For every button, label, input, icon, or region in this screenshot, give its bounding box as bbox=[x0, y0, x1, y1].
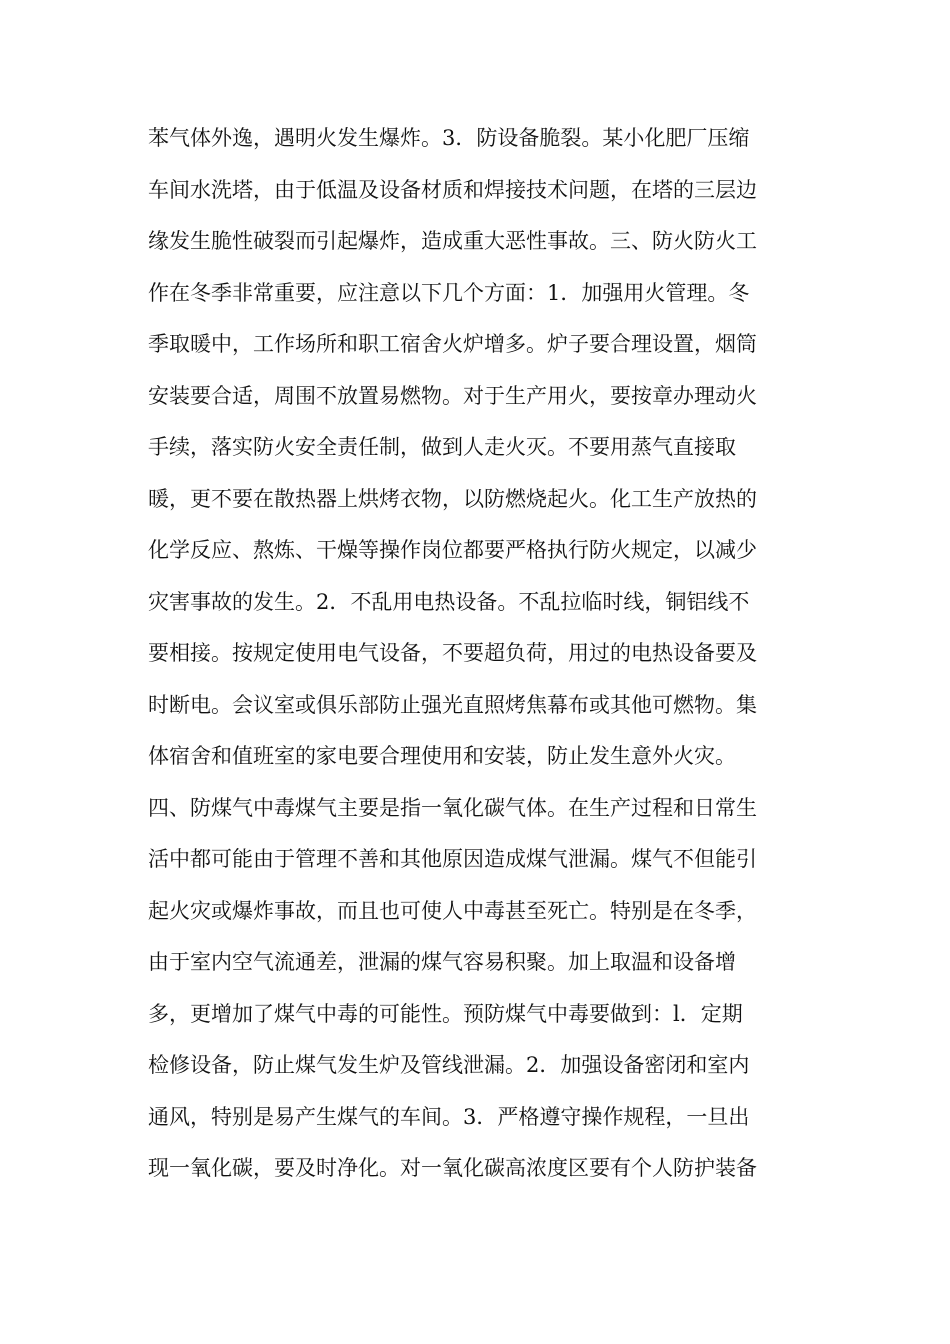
text-line: 由于室内空气流通差，泄漏的煤气容易积聚。加上取温和设备增 bbox=[148, 950, 736, 974]
text-line: 通风，特别是易产生煤气的车间。3．严格遵守操作规程，一旦出 bbox=[148, 1104, 750, 1129]
text-line: 要相接。按规定使用电气设备，不要超负荷，用过的电热设备要及 bbox=[148, 641, 757, 665]
text-line: 四、防煤气中毒煤气主要是指一氧化碳气体。在生产过程和日常生 bbox=[148, 795, 757, 820]
text-line: 手续，落实防火安全责任制，做到人走火灭。不要用蒸气直接取 bbox=[148, 435, 736, 459]
text-line: 起火灾或爆炸事故，而且也可使人中毒甚至死亡。特别是在冬季， bbox=[148, 898, 757, 923]
text-line: 季取暖中，工作场所和职工宿舍火炉增多。炉子要合理设置，烟筒 bbox=[148, 332, 757, 356]
text-line: 检修设备，防止煤气发生炉及管线泄漏。2．加强设备密闭和室内 bbox=[148, 1053, 750, 1077]
text-line: 时断电。会议室或俱乐部防止强光直照烤焦幕布或其他可燃物。集 bbox=[148, 692, 757, 717]
text-line: 缘发生脆性破裂而引起爆炸，造成重大恶性事故。三、防火防火工 bbox=[148, 229, 757, 253]
text-line: 苯气体外逸，遇明火发生爆炸。3．防设备脆裂。某小化肥厂压缩 bbox=[148, 126, 750, 150]
body-text bbox=[148, 113, 808, 1195]
text-line: 活中都可能由于管理不善和其他原因造成煤气泄漏。煤气不但能引 bbox=[148, 847, 757, 871]
text-line: 多，更增加了煤气中毒的可能性。预防煤气中毒要做到：l．定期 bbox=[148, 1001, 743, 1026]
text-line: 现一氧化碳，要及时净化。对一氧化碳高浓度区要有个人防护装备 bbox=[148, 1156, 757, 1180]
text-line: 作在冬季非常重要，应注意以下几个方面：1．加强用火管理。冬 bbox=[148, 280, 750, 305]
text-line: 安装要合适，周围不放置易燃物。对于生产用火，要按章办理动火 bbox=[148, 383, 757, 408]
text-line: 化学反应、熬炼、干燥等操作岗位都要严格执行防火规定，以减少 bbox=[148, 538, 757, 562]
text-line: 体宿舍和值班室的家电要合理使用和安装，防止发生意外火灾。 bbox=[148, 744, 736, 768]
text-line: 车间水洗塔，由于低温及设备材质和焊接技术问题，在塔的三层边 bbox=[148, 177, 757, 202]
text-line: 灾害事故的发生。2．不乱用电热设备。不乱拉临时线，铜铝线不 bbox=[148, 589, 750, 614]
text-line: 暖，更不要在散热器上烘烤衣物，以防燃烧起火。化工生产放热的 bbox=[148, 486, 757, 511]
